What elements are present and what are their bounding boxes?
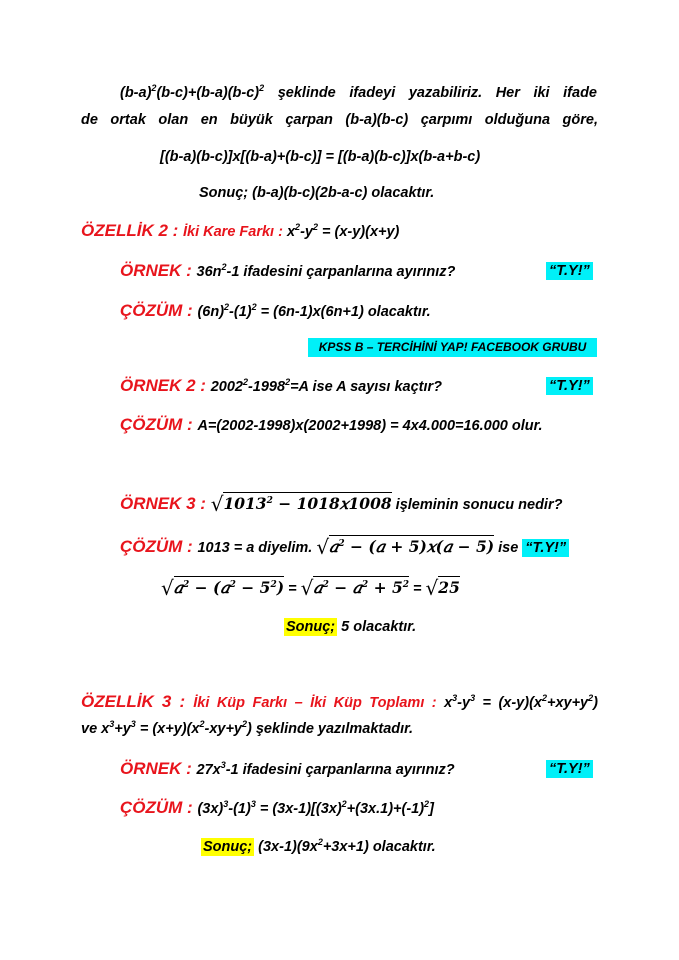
equation-line: [(b-a)(b-c)]x[(b-a)+(b-c)] = [(b-a)(b-c)]x(b-a+b-c): [160, 149, 481, 165]
math-part: 𝑎: [329, 537, 339, 556]
superscript: 2: [221, 262, 227, 273]
text-part: (3x-1)(9x: [254, 839, 318, 855]
superscript: 2: [259, 83, 265, 94]
superscript: 2: [224, 302, 230, 313]
expr-part: (b-c)+(b-a)(b-c): [156, 85, 260, 101]
math-part: ): [276, 578, 285, 597]
math-part: − 𝑎: [328, 578, 362, 597]
text-part: 1013 = a diyelim.: [197, 540, 317, 556]
property-3-heading: [81, 692, 598, 713]
formula-part: +xy+y: [546, 695, 589, 711]
solution-4: [120, 798, 434, 819]
text-part: şeklinde ifadeyi yazabiliriz. Her iki ifade: [264, 85, 597, 101]
text-part: = (x+y)(x: [135, 721, 200, 737]
superscript: 3: [220, 760, 226, 771]
property-label: ÖZELLİK 3 :: [81, 692, 194, 711]
sqrt-icon: √: [425, 576, 439, 600]
example-label: ÖRNEK :: [120, 261, 197, 280]
sqrt-icon: √: [300, 576, 314, 600]
radicand: [329, 535, 494, 556]
superscript: 2: [242, 377, 248, 388]
paragraph-line-1: [120, 83, 597, 103]
superscript: 2: [242, 719, 248, 730]
superscript: 2: [322, 579, 329, 590]
text-part: 2002: [210, 379, 243, 395]
text-part: ]: [429, 801, 434, 817]
text-part: (3x): [197, 801, 224, 817]
solution-label: ÇÖZÜM :: [120, 301, 198, 320]
formula-part: -y: [457, 695, 471, 711]
math-part: − (𝑎 + 5)𝑥(𝑎 − 5): [344, 537, 495, 556]
equals: =: [284, 581, 301, 597]
example-label: ÖRNEK :: [120, 759, 197, 778]
text-part: -(1): [228, 801, 251, 817]
text-part: -1 ifadesini çarpanlarına ayırınız?: [225, 762, 455, 778]
superscript: 3: [109, 719, 115, 730]
formula-part: x: [444, 695, 453, 711]
sqrt-icon: √: [210, 492, 224, 516]
superscript: 2: [183, 579, 190, 590]
superscript: 2: [266, 495, 273, 506]
formula-part: x: [286, 224, 296, 240]
example-label: ÖRNEK 3 :: [120, 494, 211, 513]
superscript: 2: [541, 693, 547, 704]
superscript: 2: [285, 377, 291, 388]
text-part: ) şeklinde yazılmaktadır.: [247, 721, 414, 737]
math-part: − 5: [235, 578, 271, 597]
text-part: 36n: [196, 264, 222, 280]
property-label: ÖZELLİK 2 :: [81, 221, 183, 240]
example-3: [120, 494, 562, 515]
superscript: 2: [312, 222, 318, 233]
property-name: İki Küp Farkı – İki Küp Toplamı :: [193, 695, 445, 711]
text-part: = (6n-1)x(6n+1) olacaktır.: [256, 304, 431, 320]
solution-1: [120, 301, 431, 322]
sqrt-icon: √: [161, 576, 174, 600]
text-part: 5 olacaktır.: [337, 619, 417, 635]
formula-part: = (x-y)(x: [475, 695, 542, 711]
superscript: 2: [402, 579, 410, 590]
superscript: 2: [295, 222, 301, 233]
superscript: 2: [338, 538, 345, 549]
example-1: [120, 261, 455, 282]
superscript: 2: [251, 302, 257, 313]
solution-label: ÇÖZÜM :: [120, 537, 198, 556]
solution-2: [120, 415, 542, 436]
math-part: 𝑎: [173, 578, 183, 597]
text-part: işleminin sonucu nedir?: [391, 497, 563, 513]
expr-part: (b-a): [120, 85, 152, 101]
example-4: [120, 759, 455, 780]
superscript: 2: [270, 579, 277, 590]
math-part: 1013: [223, 494, 267, 513]
text-part: +y: [114, 721, 131, 737]
result-line: Sonuç; (b-a)(b-c)(2b-a-c) olacaktır.: [199, 185, 435, 201]
result-label: Sonuç;: [286, 619, 336, 635]
formula-part: = (x-y)(x+y): [317, 224, 400, 240]
text-part: +(3x.1)+(-1): [346, 801, 425, 817]
sqrt-icon: √: [316, 535, 330, 559]
superscript: 2: [361, 579, 369, 590]
text-part: ise: [494, 540, 523, 556]
radicand: 25: [438, 578, 460, 597]
result-2: [201, 837, 436, 857]
text-part: A=(2002-1998)x(2002+1998) = 4x4.000=16.000 olur.: [197, 418, 543, 434]
superscript: 2: [229, 579, 236, 590]
superscript: 2: [199, 719, 205, 730]
math-part: + 5: [368, 578, 403, 597]
math-part: − (𝑎: [189, 578, 230, 597]
radicand: [223, 492, 391, 513]
superscript: 3: [250, 799, 256, 810]
superscript: 3: [470, 693, 476, 704]
superscript: 3: [452, 693, 458, 704]
text-part: = (3x-1)[(3x): [255, 801, 342, 817]
text-part: (6n): [197, 304, 225, 320]
ty-badge: [546, 261, 593, 281]
radicand: [313, 576, 409, 597]
superscript: 2: [588, 693, 594, 704]
ty-text: “T.Y!”: [546, 262, 593, 280]
superscript: 2: [317, 837, 323, 848]
property-2-heading: [81, 221, 399, 242]
result-label: Sonuç;: [203, 839, 253, 855]
example-2: [120, 376, 442, 397]
ty-badge: [546, 376, 593, 396]
math-part: 𝑎: [313, 578, 323, 597]
text-part: -xy+y: [204, 721, 242, 737]
text-part: 27x: [196, 762, 221, 778]
facebook-group-banner: KPSS B – TERCİHİNİ YAP! FACEBOOK GRUBU: [308, 338, 597, 357]
result-1: [284, 617, 416, 637]
math-part: − 1018𝑥1008: [272, 494, 392, 513]
superscript: 2: [341, 799, 347, 810]
sqrt-equation-line: [161, 578, 460, 599]
solution-label: ÇÖZÜM :: [120, 798, 198, 817]
text-part: +3x+1) olacaktır.: [322, 839, 436, 855]
ty-text: “T.Y!”: [546, 377, 593, 395]
superscript: 3: [223, 799, 229, 810]
paragraph-line-2: de ortak olan en büyük çarpan (b-a)(b-c) çarpımı olduğuna göre,: [81, 112, 598, 128]
ty-badge: [546, 759, 593, 779]
formula-part: ): [593, 695, 598, 711]
superscript: 2: [151, 83, 157, 94]
text-part: -1 ifadesini çarpanlarına ayırınız?: [226, 264, 456, 280]
property-name: İki Kare Farkı :: [183, 224, 287, 240]
ty-text: “T.Y!”: [522, 539, 569, 557]
superscript: 2: [424, 799, 430, 810]
text-part: -1998: [247, 379, 286, 395]
text-part: =A ise A sayısı kaçtır?: [290, 379, 443, 395]
solution-label: ÇÖZÜM :: [120, 415, 198, 434]
solution-3: [120, 537, 569, 558]
text-part: ve x: [81, 721, 110, 737]
formula-part: -y: [300, 224, 313, 240]
superscript: 3: [130, 719, 136, 730]
example-label: ÖRNEK 2 :: [120, 376, 211, 395]
property-3-line-2: [81, 719, 413, 739]
equals: =: [409, 581, 426, 597]
ty-text: “T.Y!”: [546, 760, 593, 778]
radicand: [174, 576, 284, 597]
text-part: -(1): [229, 304, 252, 320]
